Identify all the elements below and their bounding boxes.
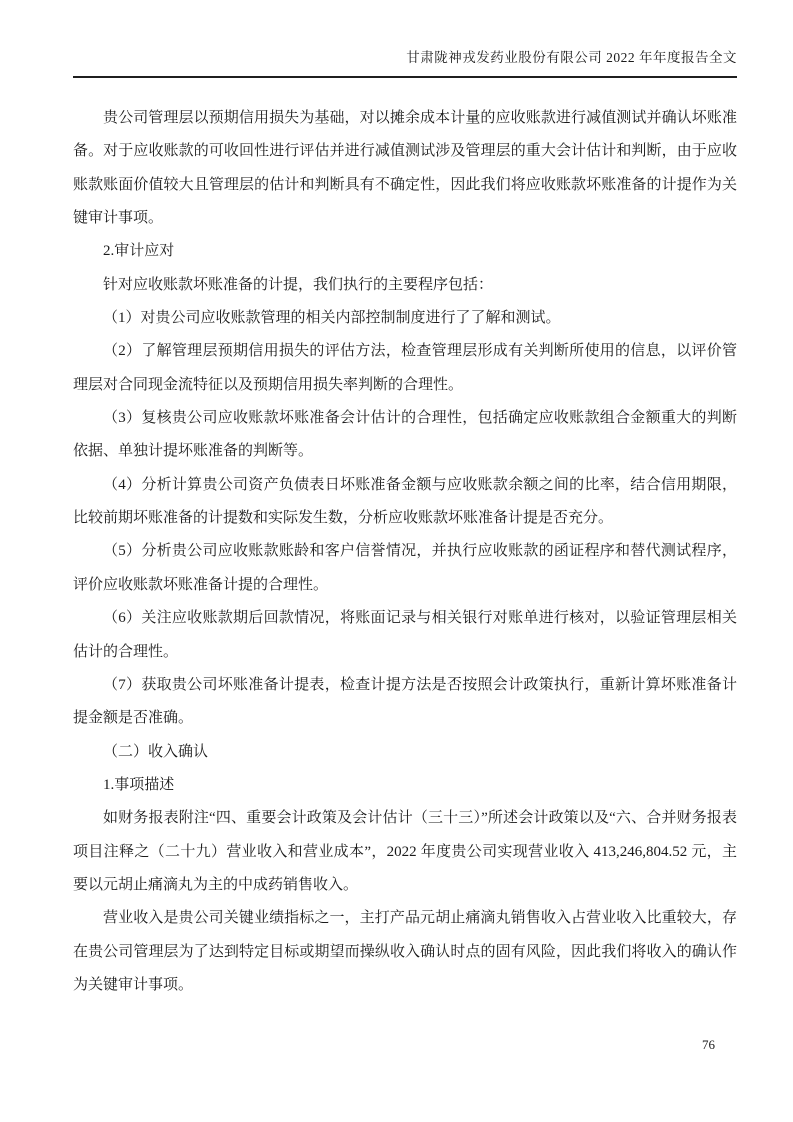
document-body <box>73 102 737 1002</box>
body-paragraph-procedure-2: （2）了解管理层预期信用损失的评估方法，检查管理层形成有关判断所使用的信息，以评价管理层对合同现金流特征以及预期信用损失率判断的合理性。 <box>73 343 737 393</box>
body-paragraph-revenue-risk: 营业收入是贵公司关键业绩指标之一，主打产品元胡止痛滴丸销售收入占营业收入比重较大，存在贵公司管理层为了达到特定目标或期望而操纵收入确认时点的固有风险，因此我们将收入的确认作为关键审计事项。 <box>73 910 737 993</box>
section-heading-audit-response: 2.审计应对 <box>103 243 175 260</box>
page-header-title: 甘肃陇神戎发药业股份有限公司 2022 年年度报告全文 <box>73 48 737 78</box>
section-heading-revenue-recognition: （二）收入确认 <box>103 743 209 760</box>
section-heading-item-description: 1.事项描述 <box>103 776 175 793</box>
body-paragraph-procedure-6: （6）关注应收账款期后回款情况，将账面记录与相关银行对账单进行核对，以验证管理层相关估计的合理性。 <box>73 610 737 660</box>
body-paragraph-procedure-7: （7）获取贵公司坏账准备计提表，检查计提方法是否按照会计政策执行，重新计算坏账准备计提金额是否准确。 <box>73 676 737 727</box>
body-paragraph-revenue-description: 如财务报表附注“四、重要会计政策及会计估计（三十三）”所述会计政策以及“六、合并财务报表项目注释之（二十九）营业收入和营业成本”，2022 年度贵公司实现营业收入 413,246,804.52 元，主要以元胡止痛滴丸为主的中成药销售收入。 <box>73 810 737 893</box>
body-paragraph-procedure-4: （4）分析计算贵公司资产负债表日坏账准备金额与应收账款余额之间的比率，结合信用期限，比较前期坏账准备的计提数和实际发生数，分析应收账款坏账准备计提是否充分。 <box>73 476 737 527</box>
body-paragraph-procedure-5: （5）分析贵公司应收账款账龄和客户信誉情况，并执行应收账款的函证程序和替代测试程序，评价应收账款坏账准备计提的合理性。 <box>73 543 737 593</box>
body-paragraph-procedure-1: （1）对贵公司应收账款管理的相关内部控制制度进行了了解和测试。 <box>103 310 561 327</box>
body-paragraph-procedures-intro: 针对应收账款坏账准备的计提，我们执行的主要程序包括： <box>103 276 494 293</box>
body-paragraph-procedure-3: （3）复核贵公司应收账款坏账准备会计估计的合理性，包括确定应收账款组合金额重大的判断依据、单独计提坏账准备的判断等。 <box>73 410 737 460</box>
page-number: 76 <box>702 1037 715 1052</box>
body-paragraph-bad-debt-basis: 贵公司管理层以预期信用损失为基础，对以摊余成本计量的应收账款进行减值测试并确认坏账准备。对于应收账款的可收回性进行评估并进行减值测试涉及管理层的重大会计估计和判断，由于应收账款账面价值较大且管理层的估计和判断具有不确定性，因此我们将应收账款坏账准备的计提作为关键审计事项。 <box>73 110 737 227</box>
